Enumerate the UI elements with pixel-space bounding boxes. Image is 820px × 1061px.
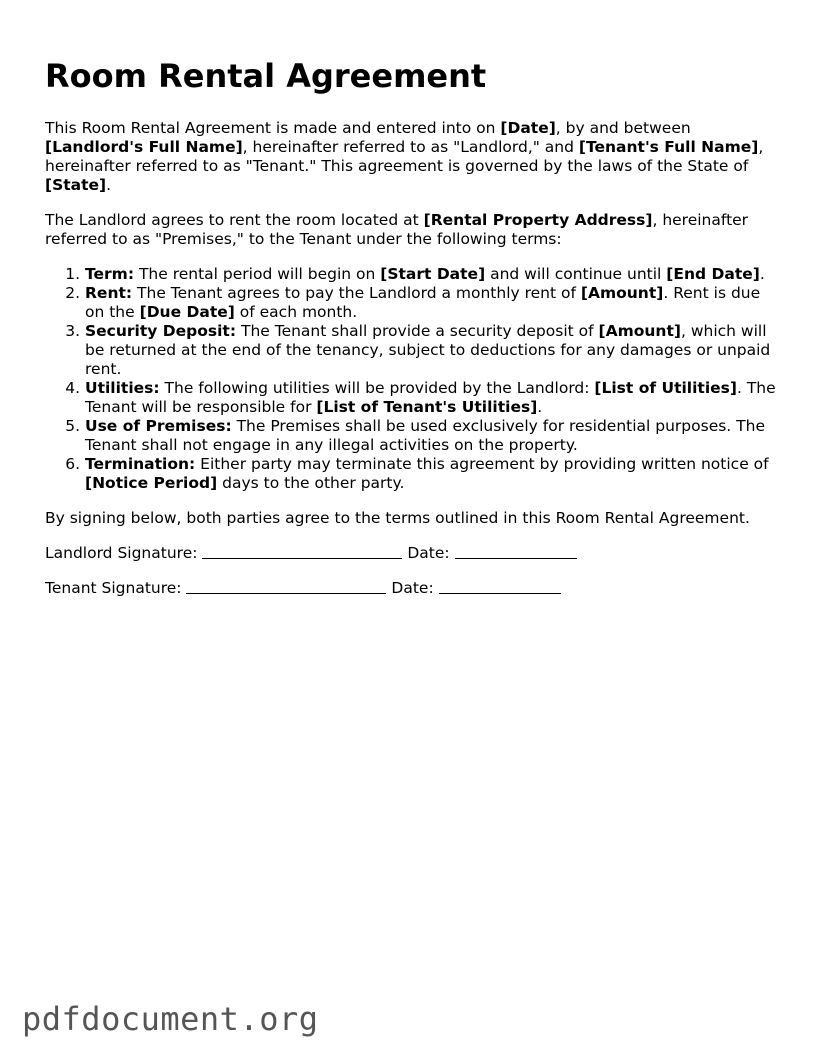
premises-text: , hereinafter referred to as "Premises," to the Tenant under the following terms: bbox=[45, 211, 749, 248]
state-placeholder: [State] bbox=[45, 176, 107, 194]
use-label: Use of Premises: bbox=[85, 417, 232, 435]
utilities-text: The following utilities will be provided by the Landlord: bbox=[159, 379, 595, 397]
tenant-signature-line[interactable] bbox=[186, 592, 386, 594]
tenant-signature-row bbox=[45, 579, 780, 598]
document-body bbox=[45, 119, 780, 614]
term-label: Term: bbox=[85, 265, 135, 283]
term-text: and will continue until bbox=[485, 265, 667, 283]
rent-text: The Tenant agrees to pay the Landlord a monthly rent of bbox=[132, 284, 581, 302]
tenant-date-label: Date: bbox=[391, 579, 434, 597]
deposit-label: Security Deposit: bbox=[85, 322, 237, 340]
landlord-signature-line[interactable] bbox=[202, 557, 402, 559]
rent-amount-placeholder: [Amount] bbox=[580, 284, 664, 302]
address-placeholder: [Rental Property Address] bbox=[423, 211, 653, 229]
use-item bbox=[85, 417, 780, 455]
rent-label: Rent: bbox=[85, 284, 133, 302]
rent-text: of each month. bbox=[234, 303, 358, 321]
utilities-text: . bbox=[537, 398, 543, 416]
utilities-item bbox=[85, 379, 780, 417]
tenant-name-placeholder: [Tenant's Full Name] bbox=[578, 138, 759, 156]
landlord-date-line[interactable] bbox=[455, 557, 577, 559]
use-text: The Premises shall be used exclusively for residential purposes. The Tenant shall not engage in any illegal activities on the property. bbox=[85, 417, 765, 454]
premises-text: The Landlord agrees to rent the room located at bbox=[45, 211, 424, 229]
rent-item bbox=[85, 284, 780, 322]
landlord-name-placeholder: [Landlord's Full Name] bbox=[45, 138, 243, 156]
deposit-text: , which will be returned at the end of the tenancy, subject to deductions for any damages or unpaid rent. bbox=[85, 322, 771, 378]
notice-period-placeholder: [Notice Period] bbox=[85, 474, 218, 492]
closing-paragraph: By signing below, both parties agree to the terms outlined in this Room Rental Agreement. bbox=[45, 509, 750, 527]
start-date-placeholder: [Start Date] bbox=[380, 265, 486, 283]
tenant-signature-label: Tenant Signature: bbox=[45, 579, 182, 597]
end-date-placeholder: [End Date] bbox=[666, 265, 760, 283]
utilities-list-placeholder: [List of Utilities] bbox=[594, 379, 737, 397]
due-date-placeholder: [Due Date] bbox=[139, 303, 235, 321]
term-text: The rental period will begin on bbox=[134, 265, 381, 283]
intro-paragraph bbox=[45, 119, 780, 195]
intro-text: , hereinafter referred to as "Tenant." This agreement is governed by the laws of the State of bbox=[45, 138, 764, 175]
landlord-signature-row bbox=[45, 544, 780, 563]
landlord-signature-label: Landlord Signature: bbox=[45, 544, 198, 562]
term-item bbox=[85, 265, 780, 284]
utilities-label: Utilities: bbox=[85, 379, 160, 397]
termination-text: days to the other party. bbox=[217, 474, 405, 492]
utilities-text: . The Tenant will be responsible for bbox=[85, 379, 776, 416]
landlord-date-label: Date: bbox=[407, 544, 450, 562]
deposit-amount-placeholder: [Amount] bbox=[598, 322, 681, 340]
tenant-utilities-placeholder: [List of Tenant's Utilities] bbox=[316, 398, 538, 416]
deposit-text: The Tenant shall provide a security deposit of bbox=[236, 322, 599, 340]
rent-text: . Rent is due on the bbox=[85, 284, 761, 321]
intro-text: , by and between bbox=[555, 119, 691, 137]
date-placeholder: [Date] bbox=[500, 119, 556, 137]
watermark: pdfdocument.org bbox=[22, 1000, 319, 1038]
termination-label: Termination: bbox=[85, 455, 196, 473]
intro-text: . bbox=[106, 176, 112, 194]
tenant-date-line[interactable] bbox=[439, 592, 561, 594]
term-text: . bbox=[759, 265, 765, 283]
intro-text: This Room Rental Agreement is made and entered into on bbox=[45, 119, 501, 137]
intro-text: , hereinafter referred to as "Landlord," and bbox=[242, 138, 579, 156]
deposit-item bbox=[85, 322, 780, 379]
termination-item bbox=[85, 455, 780, 493]
document-title: Room Rental Agreement bbox=[45, 57, 487, 95]
terms-list bbox=[45, 265, 780, 493]
premises-paragraph bbox=[45, 211, 780, 249]
termination-text: Either party may terminate this agreement by providing written notice of bbox=[195, 455, 769, 473]
